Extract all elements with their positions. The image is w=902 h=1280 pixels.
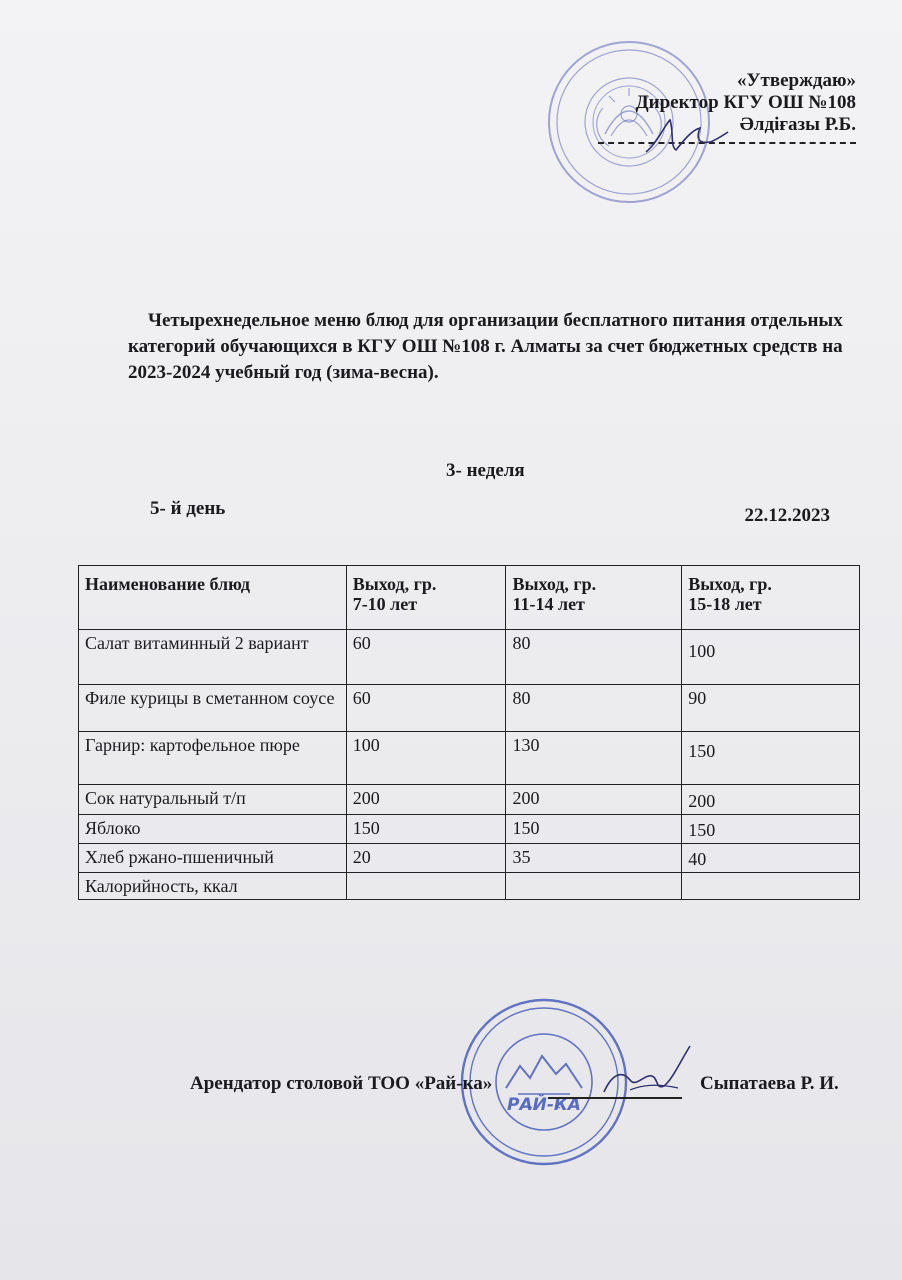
table-row <box>79 732 860 785</box>
tenant-label: Арендатор столовой ТОО «Рай-ка» <box>190 1073 493 1094</box>
table-header-row <box>79 566 860 630</box>
yield-7-10: 60 <box>346 630 506 685</box>
header-dish-name <box>79 566 347 630</box>
header-yield-7-10 <box>346 566 506 630</box>
menu-table <box>78 565 860 900</box>
yield-11-14: 130 <box>506 732 682 785</box>
document-title: Четырехнедельное меню блюд для организации бесплатного питания отдельных категорий обучающихся в КГУ ОШ №108 г. Алматы за счет бюджетных средств на 2023-2024 учебный год (зима-весна). <box>128 310 843 383</box>
header-age: 7-10 лет <box>352 594 418 614</box>
table-row <box>79 685 860 732</box>
header-text: Выход, гр. <box>512 574 597 594</box>
dish-name: Хлеб ржано-пшеничный <box>79 844 347 873</box>
dish-name: Салат витаминный 2 вариант <box>79 630 347 685</box>
yield-11-14: 80 <box>506 630 682 685</box>
week-label: 3- неделя <box>446 460 525 481</box>
yield-7-10: 200 <box>346 785 506 815</box>
yield-11-14: 35 <box>506 844 682 873</box>
yield-11-14: 150 <box>506 815 682 844</box>
yield-15-18: 40 <box>682 844 860 873</box>
dish-name: Яблоко <box>79 815 347 844</box>
header-yield-15-18 <box>682 566 860 630</box>
yield-7-10: 100 <box>346 732 506 785</box>
day-label: 5- й день <box>150 498 226 519</box>
yield-15-18 <box>682 873 860 900</box>
yield-11-14 <box>506 873 682 900</box>
header-text: Наименование блюд <box>85 574 250 594</box>
yield-15-18: 150 <box>682 815 860 844</box>
header-age: 15-18 лет <box>688 594 762 614</box>
table-row <box>79 815 860 844</box>
table-row <box>79 630 860 685</box>
director-signature <box>640 112 730 162</box>
tenant-signature <box>600 1040 696 1104</box>
yield-15-18: 200 <box>682 785 860 815</box>
tenant-name: Сыпатаева Р. И. <box>700 1073 839 1094</box>
yield-15-18: 90 <box>682 685 860 732</box>
yield-7-10: 20 <box>346 844 506 873</box>
yield-7-10 <box>346 873 506 900</box>
approval-position: Директор КГУ ОШ №108 <box>635 92 856 113</box>
yield-11-14: 200 <box>506 785 682 815</box>
header-yield-11-14 <box>506 566 682 630</box>
yield-7-10: 60 <box>346 685 506 732</box>
yield-7-10: 150 <box>346 815 506 844</box>
header-text: Выход, гр. <box>688 574 772 594</box>
table-row <box>79 785 860 815</box>
yield-15-18: 100 <box>682 630 860 685</box>
approval-heading: «Утверждаю» <box>737 70 856 91</box>
table-row <box>79 844 860 873</box>
dish-name: Сок натуральный т/п <box>79 785 347 815</box>
yield-15-18: 150 <box>682 732 860 785</box>
header-text: Выход, гр. <box>352 574 437 594</box>
header-age: 11-14 лет <box>512 594 585 614</box>
dish-name: Калорийность, ккал <box>79 873 347 900</box>
company-seal-brand: РАЙ-КА <box>507 1095 581 1115</box>
dish-name: Филе курицы в сметанном соусе <box>79 685 347 732</box>
yield-11-14: 80 <box>506 685 682 732</box>
approval-name: Әлдіғазы Р.Б. <box>739 114 856 135</box>
dish-name: Гарнир: картофельное пюре <box>79 732 347 785</box>
date-label: 22.12.2023 <box>744 505 830 526</box>
table-row <box>79 873 860 900</box>
